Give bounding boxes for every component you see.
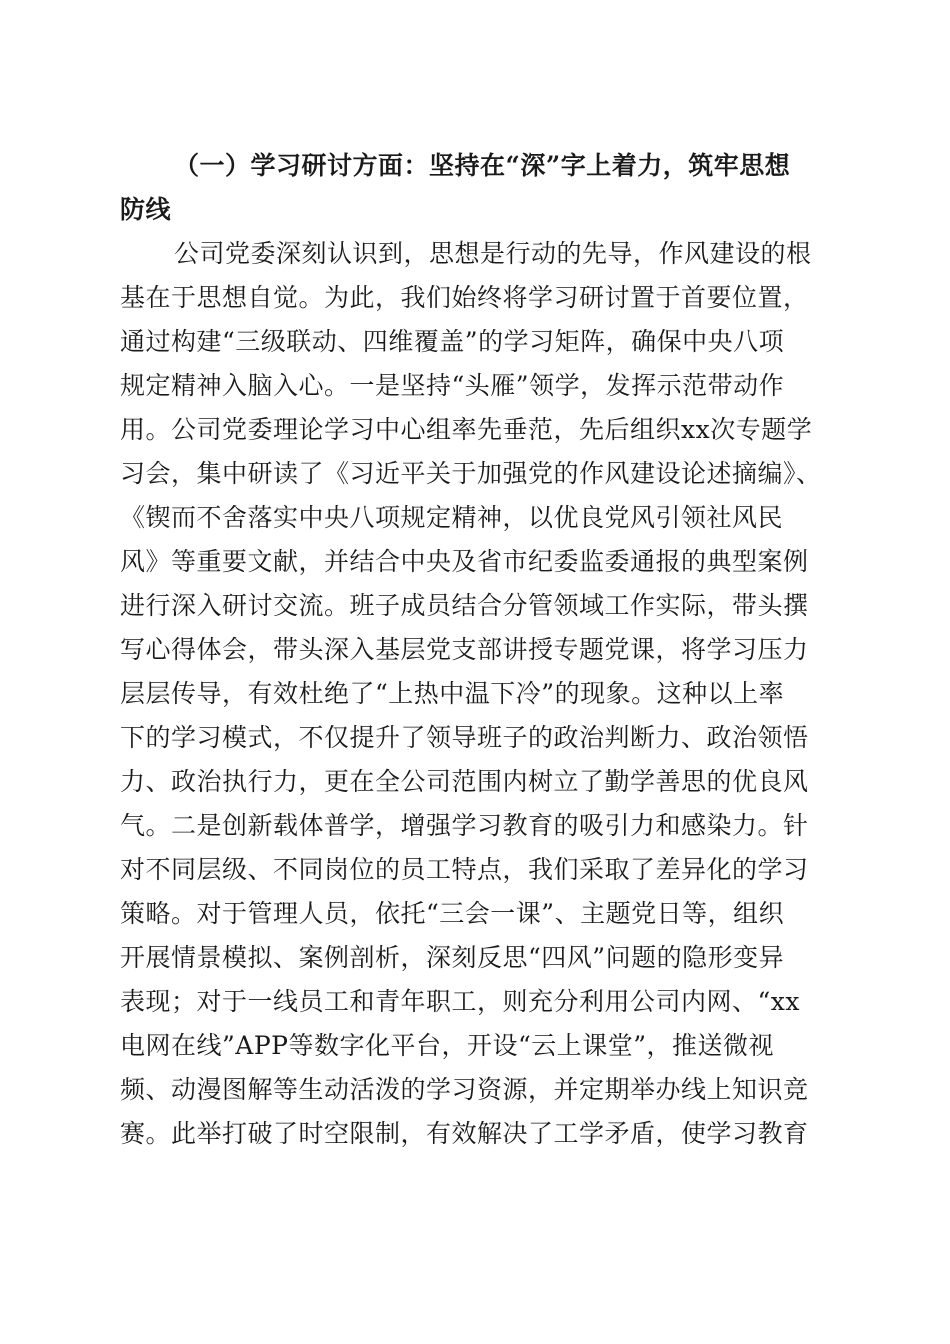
heading-line: （一）学习研讨方面：坚持在“深”字上着力，筑牢思想 [174,151,791,180]
body-paragraph [120,232,840,1156]
paragraph-line: 力、政治执行力，更在全公司范围内树立了勤学善思的优良风 [120,767,809,796]
paragraph-line: 赛。此举打破了时空限制，有效解决了工学矛盾，使学习教育 [120,1119,809,1148]
paragraph-line: 规定精神入脑入心。一是坚持“头雁”领学，发挥示范带动作 [120,371,785,400]
paragraph-line: 策略。对于管理人员，依托“三会一课”、主题党日等，组织 [120,899,785,928]
paragraph-line: 对不同层级、不同岗位的员工特点，我们采取了差异化的学习 [120,855,809,884]
paragraph-line: 习会，集中研读了《习近平关于加强党的作风建设论述摘编》、 [120,459,822,488]
section-heading [120,144,840,232]
paragraph-line: 气。二是创新载体普学，增强学习教育的吸引力和感染力。针 [120,811,809,840]
paragraph-line: 下的学习模式，不仅提升了领导班子的政治判断力、政治领悟 [120,723,809,752]
paragraph-line: 层层传导，有效杜绝了“上热中温下冷”的现象。这种以上率 [120,679,785,708]
paragraph-line: 表现；对于一线员工和青年职工，则充分利用公司内网、“xx [120,987,800,1016]
paragraph-line: 频、动漫图解等生动活泼的学习资源，并定期举办线上知识竞 [120,1075,809,1104]
paragraph-line: 公司党委深刻认识到，思想是行动的先导，作风建设的根 [174,239,812,268]
paragraph-line: 进行深入研讨交流。班子成员结合分管领域工作实际，带头撰 [120,591,809,620]
paragraph-line: 写心得体会，带头深入基层党支部讲授专题党课，将学习压力 [120,635,809,664]
paragraph-line: 用。公司党委理论学习中心组率先垂范，先后组织xx次专题学 [120,415,813,444]
paragraph-line: 基在于思想自觉。为此，我们始终将学习研讨置于首要位置， [120,283,809,312]
heading-line: 防线 [120,195,172,224]
paragraph-line: 开展情景模拟、案例剖析，深刻反思“四风”问题的隐形变异 [120,943,785,972]
paragraph-line: 通过构建“三级联动、四维覆盖”的学习矩阵，确保中央八项 [120,327,785,356]
paragraph-line: 风》等重要文献，并结合中央及省市纪委监委通报的典型案例 [120,547,809,576]
paragraph-line: 电网在线”APP等数字化平台，开设“云上课堂”，推送微视 [120,1031,775,1060]
paragraph-line: 《锲而不舍落实中央八项规定精神，以优良党风引领社风民 [120,503,784,532]
